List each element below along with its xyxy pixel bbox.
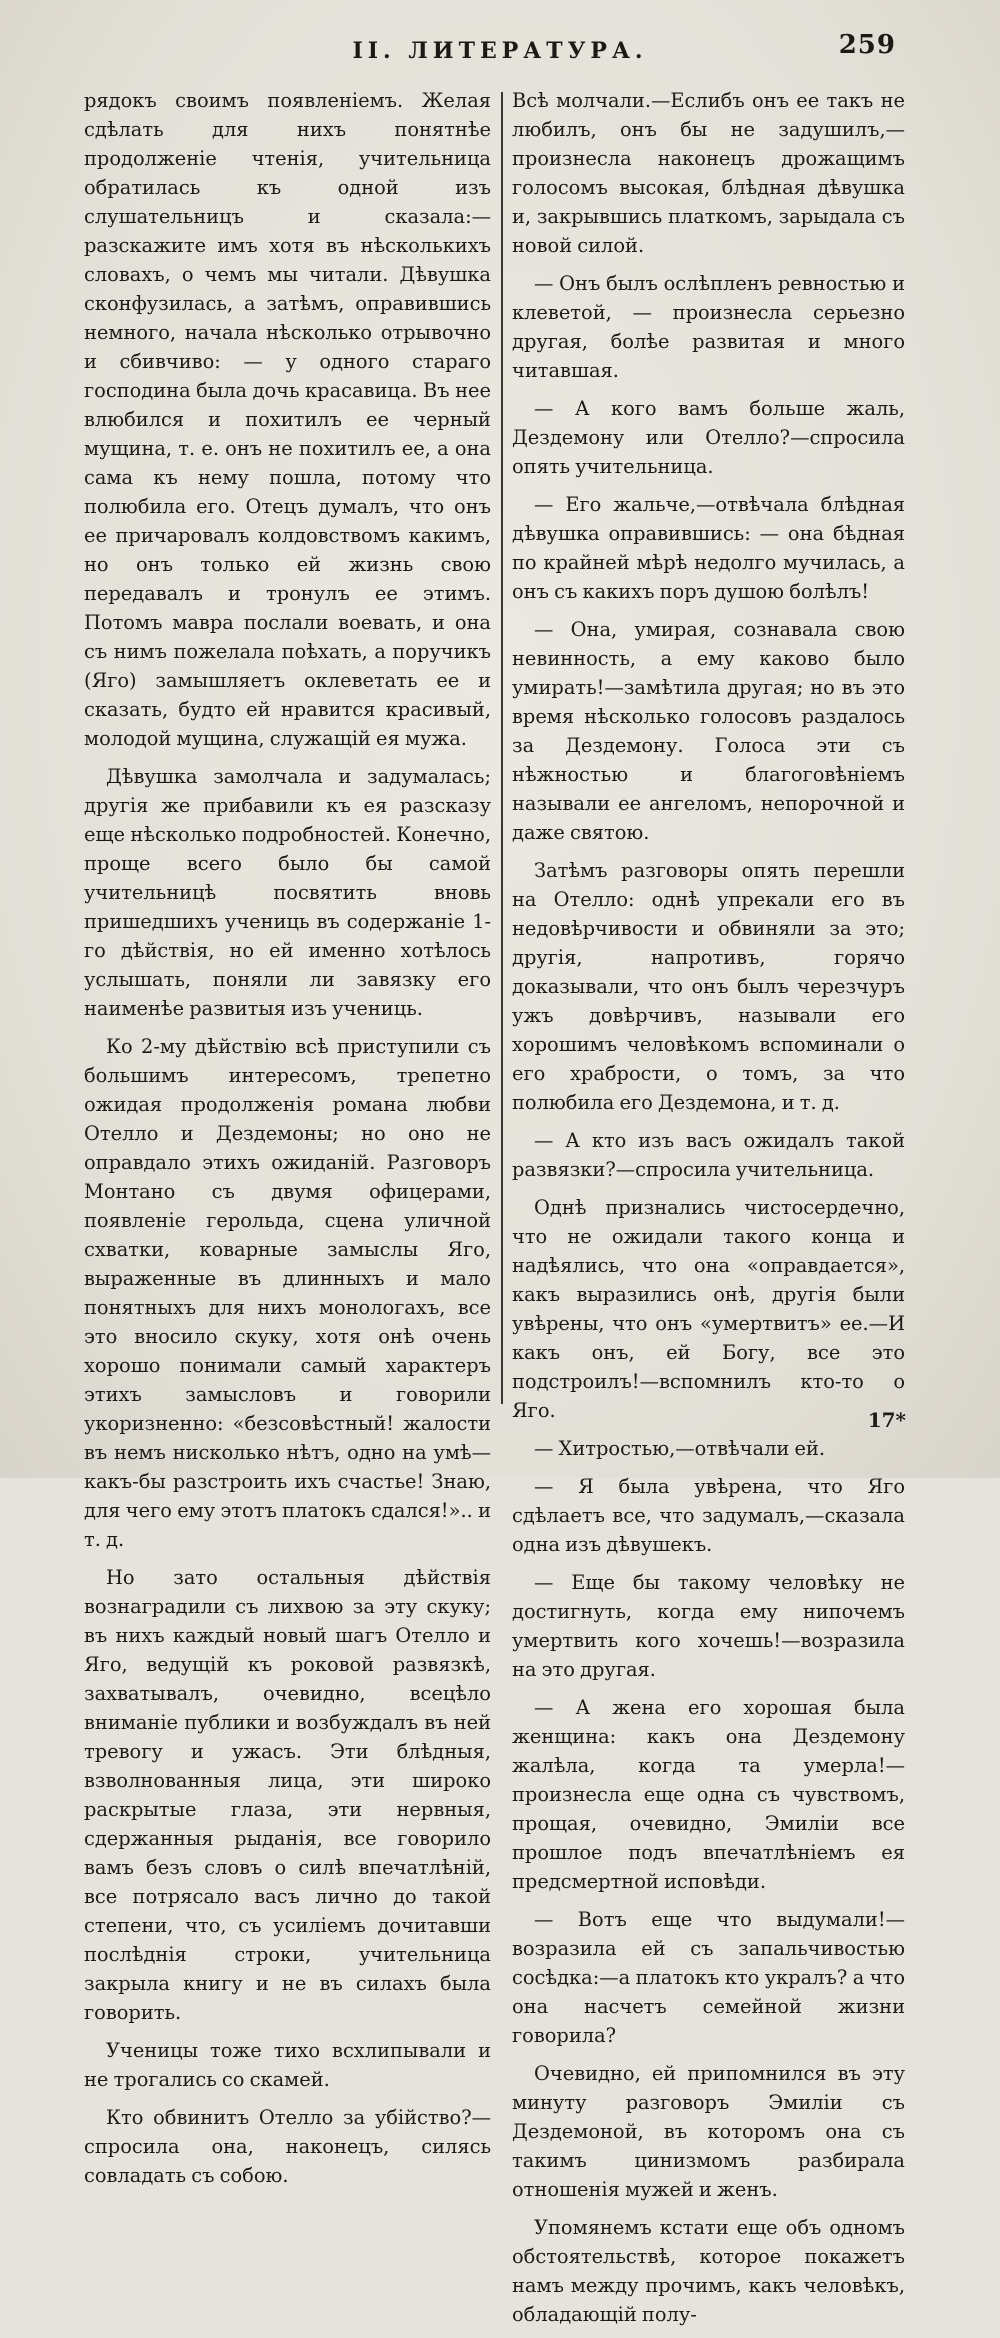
column-divider — [501, 92, 503, 1404]
paragraph: рядокъ своимъ появленіемъ. Желая сдѣлать для нихъ понятнѣе продолженіе чтенія, учительница обратилась къ одной изъ слушательницъ и сказала:—разскажите имъ хотя въ нѣсколькихъ словахъ, о чемъ мы читали. Дѣвушка сконфузилась, а затѣмъ, оправившись немного, начала нѣсколько отрывочно и сбивчиво: — у одного стараго господина была дочь красавица. Въ нее влюбился и похитилъ ее черный мущина, т. е. онъ не похитилъ ее, а она сама къ нему пошла, потому что полюбила его. Отецъ думалъ, что онъ ее причаровалъ колдовствомъ какимъ, но онъ только ей жизнь свою передавалъ и тронулъ ее этимъ. Потомъ мавра послали воевать, и она съ нимъ пожелала поѣхать, а поручикъ (Яго) замышляетъ оклеветать ее и сказать, будто ей нравится красивый, молодой мущина, служащій ея мужа. — [84, 89, 491, 750]
paragraph: — А кто изъ васъ ожидалъ такой развязки?—спросила учительница. — [512, 1129, 905, 1181]
paragraph: — Еще бы такому человѣку не достигнуть, когда ему нипочемъ умертвить кого хочешь!—возразила на это другая. — [512, 1571, 905, 1681]
paragraph: Затѣмъ разговоры опять перешли на Отелло: однѣ упрекали его въ недовѣрчивости и обвиняли за это; другія, напротивъ, горячо доказывали, что онъ былъ черезчуръ ужъ довѣрчивъ, называли его хорошимъ человѣкомъ вспоминали о его храбрости, о томъ, за что полюбила его Дездемона, и т. д. — [512, 859, 905, 1114]
paragraph: Дѣвушка замолчала и задумалась; другія же прибавили къ ея разсказу еще нѣсколько подробностей. Конечно, проще всего было бы самой учительницѣ посвятить вновь пришедшихъ учениць въ содержаніе 1-го дѣйствія, но ей именно хотѣлось услышать, поняли ли завязку его наименѣе развитыя изъ учениць. — [84, 765, 491, 1020]
paragraph: — Онъ былъ ослѣпленъ ревностью и клеветой, — произнесла серьезно другая, болѣе развитая и много читавшая. — [512, 272, 905, 382]
right-column — [512, 86, 905, 2338]
paragraph: Упомянемъ кстати еще объ одномъ обстоятельствѣ, которое покажетъ намъ между прочимъ, какъ человѣкъ, обладающій полу- — [512, 2216, 905, 2326]
paragraph: Очевидно, ей припомнился въ эту минуту разговоръ Эмиліи съ Дездемоной, въ которомъ она съ такимъ цинизмомъ разбирала отношенія мужей и женъ. — [512, 2062, 905, 2201]
page-number: 259 — [838, 30, 896, 60]
paragraph: — Она, умирая, сознавала свою невинность, а ему каково было умирать!—замѣтила другая; но въ это время нѣсколько голосовъ раздалось за Дездемону. Голоса эти съ нѣжностью и благоговѣніемъ называли ее ангеломъ, непорочной и даже святою. — [512, 618, 905, 844]
paragraph: — Хитростью,—отвѣчали ей. — [534, 1437, 826, 1460]
paragraph: Но зато остальныя дѣйствія вознаградили съ лихвою за эту скуку; въ нихъ каждый новый шагъ Отелло и Яго, ведущій къ роковой развязкѣ, захватывалъ, очевидно, всецѣло вниманіе публики и возбуждалъ въ ней тревогу и ужасъ. Эти блѣдныя, взволнованныя лица, эти широко раскрытые глаза, эти нервныя, сдержанныя рыданія, все говорило вамъ безъ словъ о силѣ впечатлѣній, все потрясало васъ лично до такой степени, что, съ усиліемъ дочитавши послѣднія строки, учительница закрыла книгу и не въ силахъ была говорить. — [84, 1566, 491, 2024]
left-column — [84, 86, 491, 2199]
paragraph: Кто обвинитъ Отелло за убійство?—спросила она, наконецъ, силясь совладать съ собою. — [84, 2106, 491, 2187]
paragraph: — А жена его хорошая была женщина: какъ она Дездемону жалѣла, когда та умерла!—произнесла еще одна съ чувствомъ, прощая, очевидно, Эмиліи все прошлое подъ впечатлѣніемъ ея предсмертной исповѣди. — [512, 1696, 905, 1893]
paragraph: Однѣ признались чистосердечно, что не ожидали такого конца и надѣялись, что она «оправдается», какъ выразились онѣ, другія были увѣрены, что онъ «умертвитъ» ее.—И какъ онъ, ей Богу, все это подстроилъ!—вспомнилъ кто-то о Яго. — [512, 1196, 905, 1422]
paragraph: — Я была увѣрена, что Яго сдѣлаетъ все, что задумалъ,—сказала одна изъ дѣвушекъ. — [512, 1475, 905, 1556]
paragraph: Всѣ молчали.—Еслибъ онъ ее такъ не любилъ, онъ бы не задушилъ,—произнесла наконецъ дрожащимъ голосомъ высокая, блѣдная дѣвушка и, закрывшись платкомъ, зарыдала съ новой силой. — [512, 89, 905, 257]
paragraph: — А кого вамъ больше жаль, Дездемону или Отелло?—спросила опять учительница. — [512, 397, 905, 478]
paragraph: — Вотъ еще что выдумали!—возразила ей съ запальчивостью сосѣдка:—а платокъ кто укралъ? а что она насчетъ семейной жизни говорила? — [512, 1908, 905, 2047]
signature-mark: 17* — [867, 1408, 906, 1432]
paragraph: Ученицы тоже тихо всхлипывали и не трогались со скамей. — [84, 2039, 491, 2091]
running-header: II. ЛИТЕРАТУРА. — [352, 38, 648, 64]
paragraph: Ко 2-му дѣйствію всѣ приступили съ большимъ интересомъ, трепетно ожидая продолженія романа любви Отелло и Дездемоны; но оно не оправдало этихъ ожиданій. Разговоръ Монтано съ двумя офицерами, появленіе герольда, сцена уличной схватки, коварные замыслы Яго, выраженные въ длинныхъ и мало понятныхъ для нихъ монологахъ, все это вносило скуку, хотя онѣ очень хорошо понимали самый характеръ этихъ замысловъ и говорили укоризненно: «безсовѣстный! жалости въ немъ нисколько нѣтъ, одно на умѣ—какъ-бы разстроить ихъ счастье! Знаю, для чего ему этотъ платокъ сдался!».. и т. д. — [84, 1035, 491, 1551]
paragraph: — Его жальче,—отвѣчала блѣдная дѣвушка оправившись: — она бѣдная по крайней мѣрѣ недолго мучилась, а онъ съ какихъ поръ душою болѣлъ! — [512, 493, 905, 603]
